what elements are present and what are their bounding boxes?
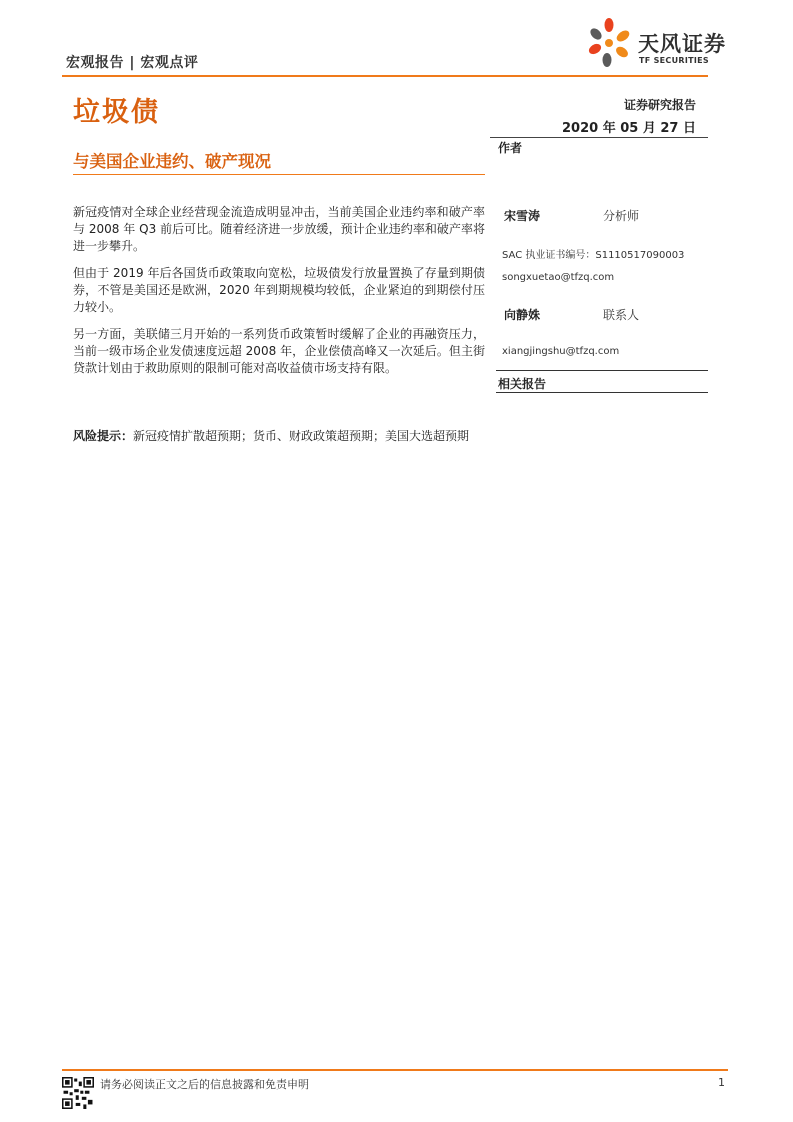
company-logo	[584, 16, 726, 72]
author1-email[interactable]: songxuetao@tfzq.com	[502, 272, 615, 283]
author2-name: 向静姝	[504, 308, 541, 322]
qr-code-icon	[62, 1077, 94, 1109]
report-label: 证券研究报告	[623, 98, 696, 112]
related-top-divider	[496, 370, 708, 371]
header-divider	[62, 75, 708, 77]
related-bottom-divider	[496, 392, 708, 393]
report-date: 2020 年 05 月 27 日	[562, 121, 696, 136]
subtitle-divider	[73, 174, 485, 175]
author1-certificate: SAC 执业证书编号：S1110517090003	[502, 250, 685, 261]
summary-paragraph-2: 但由于 2019 年后各国货币政策取向宽松，垃圾债发行放量置换了存量到期债券，不管是美国还是欧洲，2020 年到期规模均较低，企业紧迫的到期偿付压力较小。	[73, 266, 485, 314]
document-title: 垃圾债	[73, 97, 160, 128]
petal-logo-icon	[584, 16, 636, 72]
document-subtitle: 与美国企业违约、破产现况	[73, 152, 271, 171]
summary-paragraph-3: 另一方面，美联储三月开始的一系列货币政策暂时缓解了企业的再融资压力，当前一级市场企业发债速度远超 2008 年，企业偿债高峰又一次延后。但主街贷款计划由于救助原则的限制可能对高收益债市场支持有限。	[73, 327, 485, 375]
page-number: 1	[718, 1076, 725, 1089]
summary-body	[73, 204, 485, 387]
related-reports-heading: 相关报告	[498, 377, 547, 391]
risk-warning	[73, 428, 485, 445]
report-type: 宏观报告 | 宏观点评	[66, 55, 199, 71]
author1-role: 分析师	[603, 209, 640, 223]
summary-paragraph-1: 新冠疫情对全球企业经营现金流造成明显冲击，当前美国企业违约率和破产率与 2008 年 Q3 前后可比。随着经济进一步放缓，预计企业违约率和破产率将进一步攀升。	[73, 205, 485, 253]
date-divider	[490, 137, 708, 138]
author2-email[interactable]: xiangjingshu@tfzq.com	[502, 346, 620, 357]
author2-role: 联系人	[603, 308, 640, 322]
logo-chinese-name: 天风证券	[638, 32, 726, 56]
logo-english-name: TF SECURITIES	[639, 56, 709, 65]
footer-divider	[62, 1069, 728, 1071]
risk-label: 风险提示：	[73, 429, 134, 443]
author1-name: 宋雪涛	[504, 209, 541, 223]
footer-disclaimer: 请务必阅读正文之后的信息披露和免责申明	[100, 1078, 309, 1091]
risk-text: 新冠疫情扩散超预期；货币、财政政策超预期；美国大选超预期	[133, 429, 470, 443]
authors-heading: 作者	[498, 141, 523, 155]
